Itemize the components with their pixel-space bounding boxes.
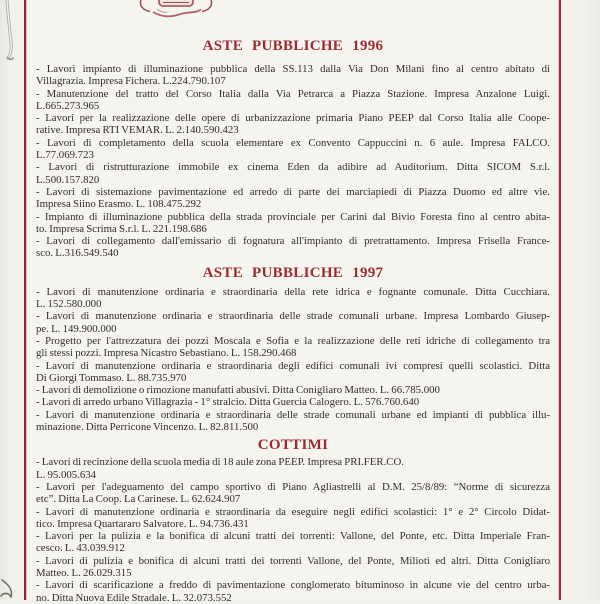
- list-item: [36, 530, 550, 555]
- list-item-line: tico. Impresa Quartararo Salvatore. L. 94.736.431: [36, 517, 249, 530]
- list-item-line: - Lavori di manutenzione ordinaria e straordinaria degli edifici comunali ivi compresi quelli scolastici. Ditta: [36, 359, 550, 372]
- list-item-line: - Lavori di manutenzione ordinaria e straordinaria delle strade comunali urbane ed impianti di pubblica illu-: [36, 408, 550, 421]
- list-item-line: - Lavori di demolizione o rimozione manufatti abusivi. Ditta Conigliaro Matteo. L. 66.785.000: [36, 384, 440, 397]
- list-item-line: sco. L.316.549.540: [36, 247, 119, 260]
- list-item-line: - Lavori di collegamento dall'emissario di fognatura all'impianto di pretrattamento. Impresa Frisella France-: [36, 235, 550, 248]
- list-item-line: - Lavori di manutenzione ordinaria e straordinaria da eseguire negli edifici scolastici: 1° e 2° Circolo Didat-: [36, 505, 550, 518]
- list-item: [36, 88, 550, 113]
- list-item-line: L.665.273.965: [36, 99, 100, 112]
- list-item-line: gli stessi pozzi. Impresa Nicastro Sebastiano. L. 158.290.468: [36, 347, 297, 360]
- list-item: [36, 481, 550, 506]
- list-item-line: - Lavori per l'adeguamento del campo sportivo di Piano Agliastrelli al D.M. 25/8/89: “Norme di sicurezza: [36, 480, 550, 493]
- list-item-line: - Lavori di arredo urbano Villagrazia - 1° stralcio. Ditta Guercia Calogero. L. 576.760.640: [36, 396, 420, 409]
- list-item: [36, 506, 550, 531]
- section-items: [36, 456, 550, 604]
- list-item: [36, 112, 550, 137]
- section-title: ASTE PUBBLICHE 1996: [202, 38, 384, 54]
- list-item-line: etc”. Ditta La Coop. La Carinese. L. 62.624.907: [36, 493, 241, 506]
- list-item-line: - Lavori di manutenzione ordinaria e straordinaria delle strade comunali urbane. Impresa Lombardo Giusep-: [36, 310, 550, 323]
- list-item-line: - Impianto di illuminazione pubblica della strada provinciale per Carini dal Bivio Foresta fino al centro abita-: [36, 210, 550, 223]
- list-item: [36, 384, 550, 396]
- section-title: COTTIMI: [257, 437, 329, 454]
- list-item-line: L. 152.580.000: [36, 298, 102, 311]
- content-column: [36, 0, 550, 604]
- list-item: [36, 235, 550, 260]
- list-item: [36, 396, 550, 408]
- list-item: [36, 286, 550, 311]
- list-item: [36, 211, 550, 236]
- page-left-margin: [0, 0, 26, 600]
- list-item-line: Di Giorgi Tommaso. L. 88.735.970: [36, 371, 187, 384]
- list-item: [36, 456, 550, 481]
- list-item-line: rative. Impresa RTI VEMAR. L. 2.140.590.423: [36, 124, 239, 137]
- list-item-line: - Lavori per la realizzazione delle opere di urbanizzazione primaria Piano PEEP dal Corso Italia alle Coope-: [36, 112, 550, 125]
- list-item-line: pe. L. 149.900.000: [36, 322, 117, 335]
- binding-wire-icon: [0, 0, 24, 66]
- list-item-line: minazione. Ditta Perricone Vincenzo. L. 82.811.500: [36, 421, 259, 434]
- list-item: [36, 186, 550, 211]
- list-item-line: Villagrazia. Impresa Fichera. L.224.790.107: [36, 75, 226, 88]
- section-aste-pubbliche-1997: [36, 264, 550, 434]
- list-item: [36, 137, 550, 162]
- list-item-line: - Lavori di manutenzione ordinaria e straordinaria della rete idrica e fognante comunale. Ditta Cucchiara.: [36, 285, 550, 298]
- page-border-left: [24, 0, 26, 600]
- list-item: [36, 335, 550, 360]
- binding-hook-icon: [0, 576, 20, 600]
- list-item-line: - Lavori di completamento della scuola elementare ex Convento Cappuccini n. 6 aule. Impresa FALCO.: [36, 136, 550, 149]
- list-item-line: Impresa Siino Erasmo. L. 108.475.292: [36, 198, 202, 211]
- section-items: [36, 63, 550, 260]
- page-border-right: [559, 0, 561, 600]
- list-item-line: - Progetto per l'attrezzatura dei pozzi Moscala e Sofia e la realizzazione delle reti idriche di collegamento tra: [36, 334, 550, 347]
- list-item: [36, 579, 550, 604]
- list-item-line: to. Impresa Scrima S.r.l. L. 221.198.686: [36, 222, 207, 235]
- list-item-line: cesco. L. 43.039.912: [36, 542, 125, 555]
- section-aste-pubbliche-1996: [36, 37, 550, 260]
- list-item-line: - Lavori per la pulizia e la bonifica di alcuni tratti dei torrenti: Vallone, del Ponte, etc. Ditta Imperiale Fran-: [36, 530, 550, 543]
- list-item-line: L.500.157.820: [36, 173, 100, 186]
- list-item-line: - Lavori di scarificazione a freddo di pavimentazione conglomerato bituminoso in alcune vie del centro urba-: [36, 579, 550, 592]
- list-item: [36, 555, 550, 580]
- list-item-line: Matteo. L. 26.029.315: [36, 566, 132, 579]
- list-item: [36, 360, 550, 385]
- list-item-line: L.77.069.723: [36, 149, 94, 162]
- list-item: [36, 409, 550, 434]
- list-item-line: no. Ditta Nuova Edile Stradale. L. 32.073.552: [36, 591, 232, 604]
- list-item-line: - Lavori di ristrutturazione immobile ex cinema Eden da adibire ad Auditorium. Ditta SICOM S.r.l.: [36, 161, 550, 174]
- list-item-line: - Lavori di sistemazione pavimentazione ed arredo di parte dei marciapiedi di Piazza Duomo ed altre vie.: [36, 185, 550, 198]
- list-item-line: - Manutenzione del tratto del Corso Italia dalla Via Petrarca a Piazza Stazione. Impresa Anzalone Luigi.: [36, 87, 550, 100]
- list-item-line: - Lavori impianto di illuminazione pubblica della SS.113 dalla Via Don Milani fino al centro abitato di: [36, 63, 550, 75]
- list-item-line: - Lavori di recinzione della scuola media di 18 aule zona PEEP. Impresa PRI.FER.CO.: [36, 456, 405, 469]
- list-item: [36, 161, 550, 186]
- list-item-line: L. 95.005.634: [36, 468, 97, 481]
- section-cottimi: [36, 436, 550, 604]
- page-right-margin: [559, 0, 600, 600]
- section-items: [36, 286, 550, 434]
- list-item-line: - Lavori di pulizia e bonifica di alcuni tratti dei torrenti Vallone, del Ponte, Milioti ed altri. Ditta Conigliaro: [36, 554, 550, 567]
- list-item: [36, 63, 550, 88]
- section-title: ASTE PUBBLICHE 1997: [202, 264, 384, 281]
- list-item: [36, 310, 550, 335]
